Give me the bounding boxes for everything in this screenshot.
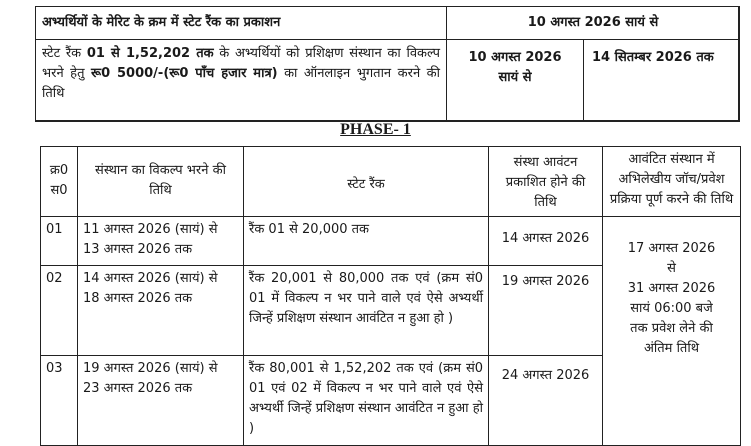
phase-1-table	[40, 146, 741, 446]
verify-line: 31 अगस्त 2026	[627, 281, 716, 296]
phase-1-header-row	[41, 147, 741, 217]
verify-line: अंतिम तिथि	[643, 341, 700, 356]
verify-line: 17 अगस्त 2026	[627, 241, 716, 256]
payment-description	[35, 39, 447, 122]
verification-date-merged	[603, 217, 741, 446]
row-allotment-date: 24 अगस्त 2026	[489, 356, 603, 446]
header-option-dates: संस्थान का विकल्प भरने की तिथि	[78, 147, 244, 217]
row-option-dates: 19 अगस्त 2026 (सायं) से 23 अगस्त 2026 तक	[78, 356, 244, 446]
header-allotment-date: संस्था आवंटन प्रकाशित होने की तिथि	[489, 147, 603, 217]
payment-text-5: का ऑनलाइन भुगतान करने की तिथि	[42, 66, 440, 101]
payment-start-date: 10 अगस्त 2026 सायं से	[446, 39, 584, 122]
payment-text-1: स्टेट रैंक	[42, 46, 87, 61]
payment-text-4: रू0 5000/-(रू0 पाँच हजार मात्र)	[90, 66, 278, 81]
row-state-rank: रैंक 80,001 से 1,52,202 तक एवं (क्रम सं0 01 एवं 02 में विकल्प न भर पाने वाले एवं ऐसे अभ्यर्थी जिन्हें प्रशिक्षण संस्थान आवंटित न हुआ हो )	[244, 356, 489, 446]
header-serial: क्र0 स0	[41, 147, 78, 217]
row-option-dates: 14 अगस्त 2026 (सायं) से 18 अगस्त 2026 तक	[78, 266, 244, 356]
state-rank-publication-date: 10 अगस्त 2026 सायं से	[446, 6, 740, 40]
row-serial: 01	[41, 217, 78, 266]
table-row	[41, 217, 741, 266]
header-verification-date: आवंटित संस्थान में अभिलेखीय जॉच/प्रवेश प्रक्रिया पूर्ण करने की तिथि	[603, 147, 741, 217]
header-state-rank: स्टेट रैंक	[244, 147, 489, 217]
row-state-rank: रैंक 20,001 से 80,000 तक एवं (क्रम सं0 01 में विकल्प न भर पाने वाले एवं ऐसे अभ्यर्थी जिन्हें प्रशिक्षण संस्थान आवंटित न हुआ हो )	[244, 266, 489, 356]
row-allotment-date: 19 अगस्त 2026	[489, 266, 603, 356]
row-serial: 03	[41, 356, 78, 446]
payment-end-date: 14 सितम्बर 2026 तक	[583, 39, 740, 122]
verify-line: सायं 06:00 बजे	[630, 301, 713, 316]
phase-1-table-wrapper	[40, 146, 740, 446]
row-serial: 02	[41, 266, 78, 356]
payment-text-2: 01 से 1,52,202 तक	[86, 46, 214, 61]
state-rank-publication-label: अभ्यर्थियों के मेरिट के क्रम में स्टेट रैंक का प्रकाशन	[35, 6, 447, 40]
row-option-dates: 11 अगस्त 2026 (सायं) से 13 अगस्त 2026 तक	[78, 217, 244, 266]
row-state-rank: रैंक 01 से 20,000 तक	[244, 217, 489, 266]
phase-title: PHASE- 1	[340, 121, 411, 138]
row-allotment-date: 14 अगस्त 2026	[489, 217, 603, 266]
top-schedule-table	[35, 6, 739, 121]
verify-line: से	[667, 261, 676, 276]
verify-line: तक प्रवेश लेने की	[630, 321, 713, 336]
payment-text-3: के अभ्यर्थियों को प्रशिक्षण संस्थान का विकल्प भरने हेतु	[42, 46, 440, 81]
